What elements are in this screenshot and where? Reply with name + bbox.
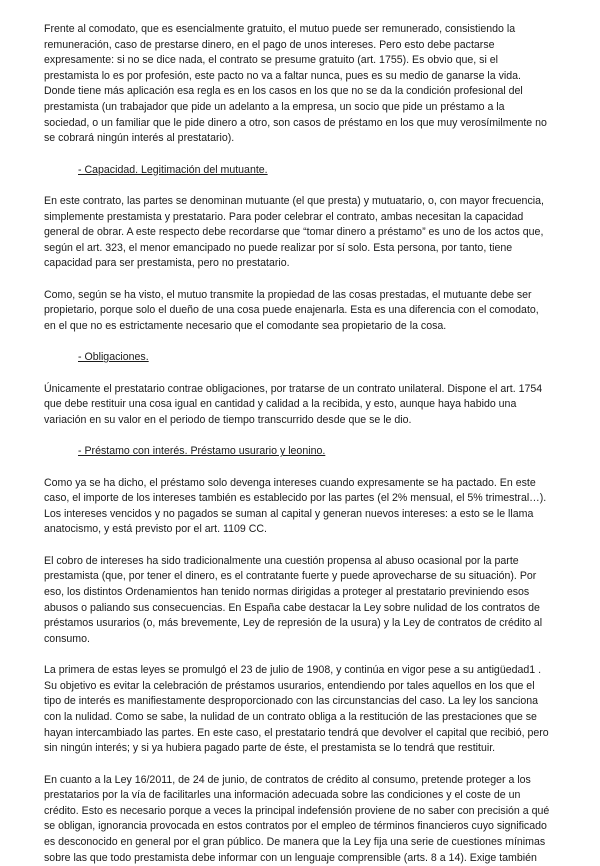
paragraph-intereses bbox=[44, 476, 574, 538]
text-line: El cobro de intereses ha sido tradicionalmente una cuestión propensa al abuso ocasional por la parte bbox=[44, 554, 574, 570]
text-line: En cuanto a la Ley 16/2011, de 24 de junio, de contratos de crédito al consumo, pretende proteger a los bbox=[44, 773, 574, 789]
text-line: caso, el importe de los intereses también es establecido por las partes (el 2% mensual, el 5% trimestral…). bbox=[44, 491, 574, 507]
text-line: sociedad, o un familiar que le pide dinero a otro, son casos de préstamo en los que muy verosímilmente no bbox=[44, 116, 574, 132]
text-line: prestamista (que, por tener el dinero, es el contratante fuerte y puede aprovecharse de su situación). Por bbox=[44, 569, 574, 585]
paragraph-obligaciones bbox=[44, 382, 574, 429]
text-line: anatocismo, y está previsto por el art. 1109 CC. bbox=[44, 522, 574, 538]
text-line: préstamos usurarios (o, más brevemente, Ley de represión de la usura) y la Ley de contratos de crédito al bbox=[44, 616, 574, 632]
text-line: Los intereses vencidos y no pagados se suman al capital y generan nuevos intereses: a esto se le llama bbox=[44, 507, 574, 523]
text-line: prestamista lo es por profesión, este pacto no va a faltar nunca, pues es su medio de ganarse la vida. bbox=[44, 69, 574, 85]
section-heading-prestamo-interes: - Préstamo con interés. Préstamo usurario y leonino. bbox=[44, 444, 574, 460]
text-line: hayan intercambiado las partes. En este caso, el prestatario tendrá que devolver el capital que recibió, pero bbox=[44, 726, 574, 742]
text-line: según el art. 323, el menor emancipado no puede realizar por sí solo. Esta persona, por tanto, tiene bbox=[44, 241, 574, 257]
text-line: Donde tiene más aplicación esa regla es en los casos en los que no se da la condición profesional del bbox=[44, 84, 574, 100]
text-line: tipo de interés es manifiestamente desproporcionado con las circunstancias del caso. La ley los sanciona bbox=[44, 694, 574, 710]
text-line: sin ningún interés; y si ya hubiera pagado parte de éste, el prestamista se lo tendrá que restituir. bbox=[44, 741, 574, 757]
paragraph-ley-usura bbox=[44, 663, 574, 757]
text-line: Como, según se ha visto, el mutuo transmite la propiedad de las cosas prestadas, el mutuante debe ser bbox=[44, 288, 574, 304]
text-line: que debe restituir una cosa igual en cantidad y calidad a la recibida, y esto, aunque haya habido una bbox=[44, 397, 574, 413]
document-page bbox=[44, 22, 574, 866]
text-line: expresamente: si no se dice nada, el contrato se presume gratuito (art. 1755). Es obvio que, si el bbox=[44, 53, 574, 69]
section-heading-capacidad: - Capacidad. Legitimación del mutuante. bbox=[44, 163, 574, 179]
text-line: Como ya se ha dicho, el préstamo solo devenga intereses cuando expresamente se ha pactado. En este bbox=[44, 476, 574, 492]
text-line: variación en su valor en el periodo de tiempo transcurrido desde que se le dio. bbox=[44, 413, 574, 429]
text-line: con la nulidad. Como se sabe, la nulidad de un contrato obliga a la restitución de las prestaciones que se bbox=[44, 710, 574, 726]
text-line: En este contrato, las partes se denominan mutuante (el que presta) y mutuatario, o, con mayor frecuencia, bbox=[44, 194, 574, 210]
text-line: abusos o paliando sus consecuencias. En España cabe destacar la Ley sobre nulidad de los contratos de bbox=[44, 601, 574, 617]
text-line: prestatarios por la vía de facilitarles una información adecuada sobre las condiciones y el coste de un bbox=[44, 788, 574, 804]
text-line: propietario, porque solo el dueño de una cosa puede enajenarla. Esta es una diferencia con el comodato, bbox=[44, 303, 574, 319]
text-line: Su objetivo es evitar la celebración de préstamos usurarios, entendiendo por tales aquellos en los que el bbox=[44, 679, 574, 695]
text-line: eso, los distintos Ordenamientos han tenido normas dirigidas a proteger al prestatario previniendo esos bbox=[44, 585, 574, 601]
text-line: simplemente prestamista y prestatario. Para poder celebrar el contrato, ambas necesitan la capacidad bbox=[44, 210, 574, 226]
text-line: crédito. Esto es necesario porque a veces la principal indefensión proviene de no saber con precisión a qué bbox=[44, 804, 574, 820]
paragraph-comodato-remuneracion bbox=[44, 22, 574, 147]
text-line: Frente al comodato, que es esencialmente gratuito, el mutuo puede ser remunerado, consistiendo la bbox=[44, 22, 574, 38]
text-line: general de obrar. A este respecto debe recordarse que “tomar dinero a préstamo” es uno de los actos que, bbox=[44, 225, 574, 241]
text-line: prestamista (un trabajador que pide un adelanto a la empresa, un socio que pide un préstamo a la bbox=[44, 100, 574, 116]
paragraph-ley-credito-consumo bbox=[44, 773, 574, 866]
paragraph-partes bbox=[44, 194, 574, 272]
text-line: se cobrará ningún interés al prestatario). bbox=[44, 131, 574, 147]
text-line: se obligan, ignorancia provocada en estos contratos por el empleo de términos financieros cuyo significado bbox=[44, 819, 574, 835]
text-line: La primera de estas leyes se promulgó el 23 de julio de 1908, y continúa en vigor pese a su antigüedad1 . bbox=[44, 663, 574, 679]
text-line: sobre las que todo prestamista debe informar con un lenguaje comprensible (arts. 8 a 14). Exige también bbox=[44, 851, 574, 866]
section-heading-obligaciones: - Obligaciones. bbox=[44, 350, 574, 366]
text-line: remuneración, caso de prestarse dinero, en el pago de unos intereses. Pero esto debe pactarse bbox=[44, 38, 574, 54]
text-line: capacidad para ser prestamista, pero no prestatario. bbox=[44, 256, 574, 272]
text-line: Únicamente el prestatario contrae obligaciones, por tratarse de un contrato unilateral. Dispone el art. 1754 bbox=[44, 382, 574, 398]
text-line: en el que no es estrictamente necesario que el comodante sea propietario de la cosa. bbox=[44, 319, 574, 335]
paragraph-abuso bbox=[44, 554, 574, 648]
text-line: consumo. bbox=[44, 632, 574, 648]
text-line: es desconocido en general por el gran público. De manera que la Ley fija una serie de cuestiones mínimas bbox=[44, 835, 574, 851]
paragraph-propiedad bbox=[44, 288, 574, 335]
